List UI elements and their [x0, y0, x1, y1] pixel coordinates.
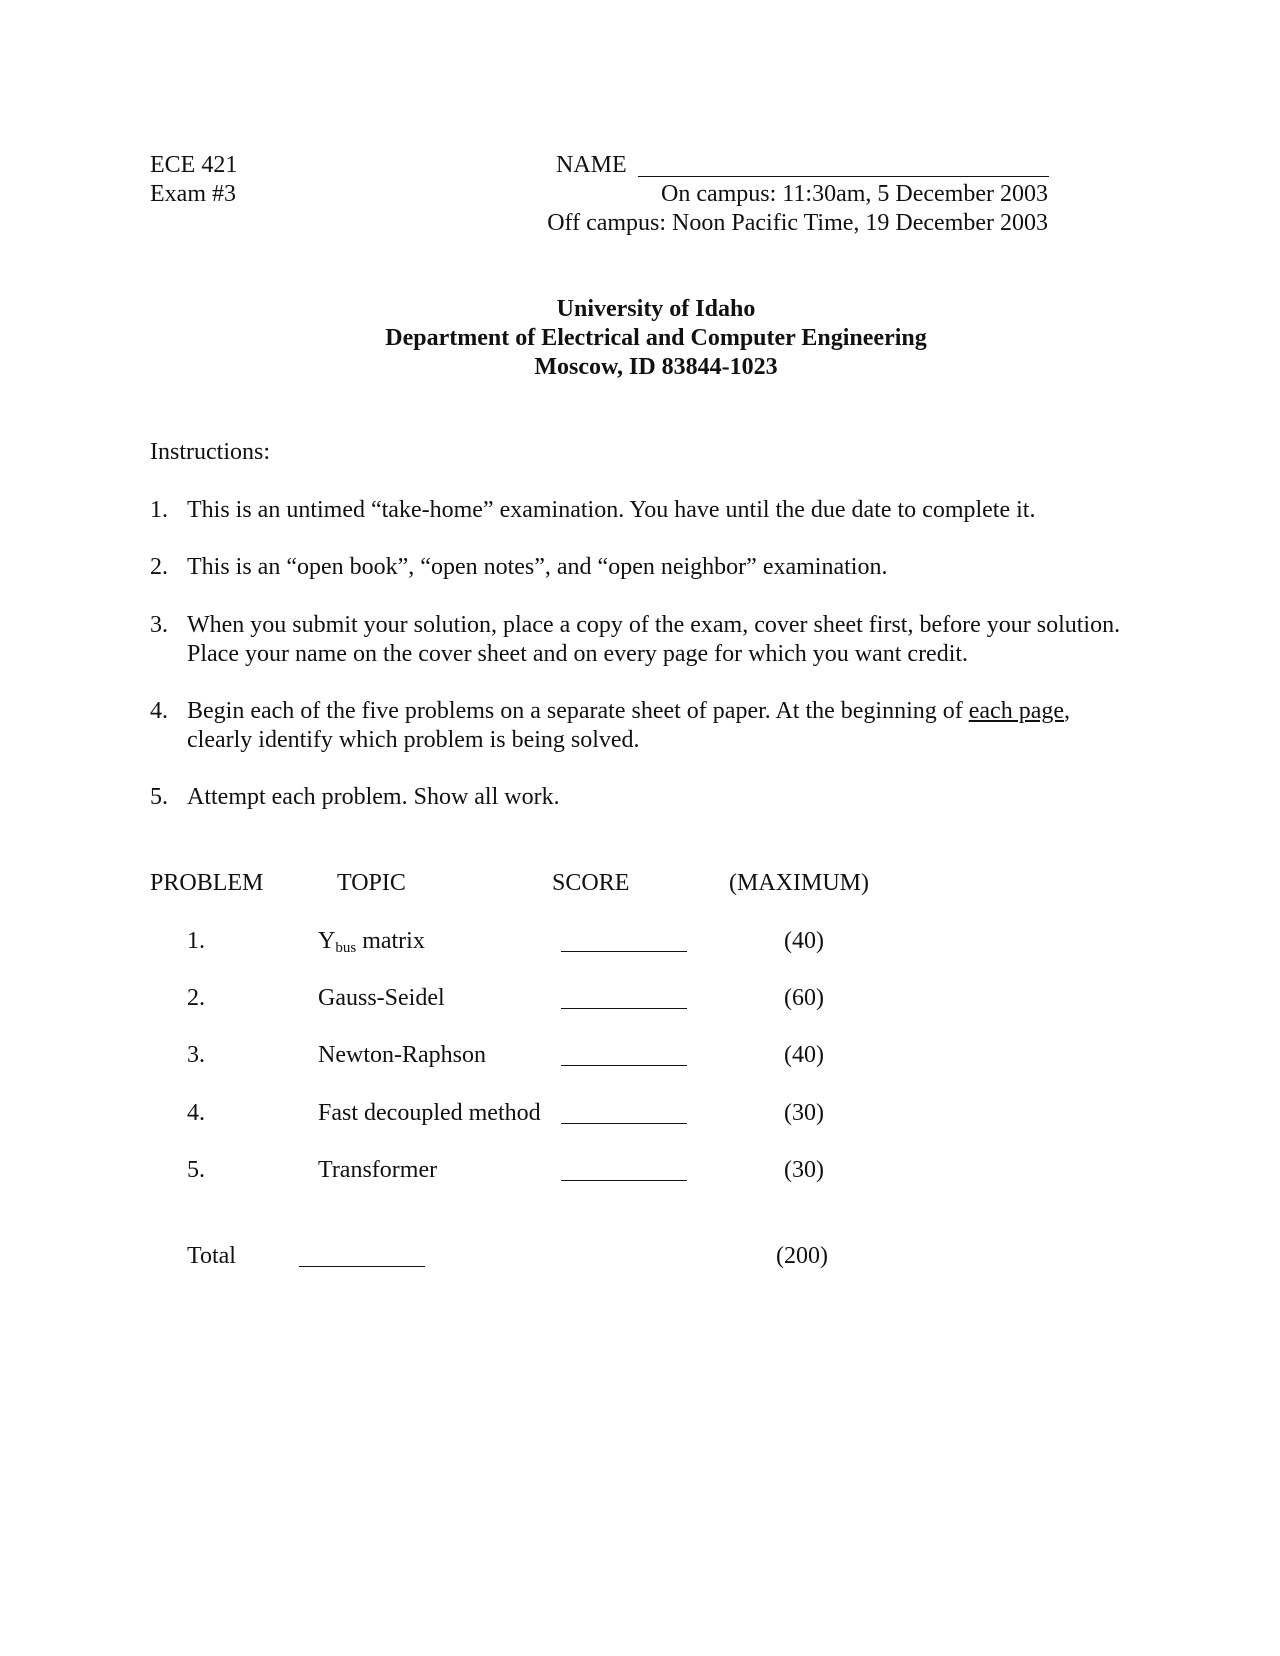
problem-topic: Transformer	[318, 1157, 438, 1183]
score-blank[interactable]	[561, 1008, 687, 1009]
problem-number: 5.	[187, 1157, 205, 1183]
instruction-text-part: ,	[1064, 698, 1071, 724]
instruction-number: 5.	[150, 784, 168, 810]
total-label: Total	[187, 1243, 236, 1269]
instruction-text: When you submit your solution, place a copy of the exam, cover sheet first, before your solution.	[187, 612, 1121, 638]
problem-number: 2.	[187, 985, 205, 1011]
total-maximum: (200)	[776, 1243, 828, 1269]
problem-maximum: (40)	[784, 1042, 824, 1068]
course-code: ECE 421	[150, 152, 238, 178]
score-blank[interactable]	[561, 951, 687, 952]
col-header-score: SCORE	[552, 870, 630, 896]
problem-maximum: (30)	[784, 1100, 824, 1126]
instruction-number: 4.	[150, 698, 168, 724]
problem-number: 3.	[187, 1042, 205, 1068]
problem-maximum: (40)	[784, 928, 824, 954]
problem-topic: Gauss-Seidel	[318, 985, 445, 1011]
topic-subscript: bus	[335, 940, 357, 956]
exam-number: Exam #3	[150, 181, 236, 207]
problem-maximum: (60)	[784, 985, 824, 1011]
instruction-number: 3.	[150, 612, 168, 638]
instruction-text: This is an untimed “take-home” examination. You have until the due date to complete it.	[187, 497, 1036, 523]
instructions-heading: Instructions:	[150, 439, 270, 465]
score-blank[interactable]	[561, 1180, 687, 1181]
department-name: Department of Electrical and Computer Engineering	[385, 325, 927, 351]
emphasis-each-page: each page	[968, 698, 1065, 724]
address: Moscow, ID 83844-1023	[534, 354, 778, 380]
problem-topic: Fast decoupled method	[318, 1100, 541, 1126]
problem-topic: Newton-Raphson	[318, 1042, 486, 1068]
off-campus-date: Off campus: Noon Pacific Time, 19 December 2003	[547, 210, 1048, 236]
instruction-text	[187, 696, 1070, 726]
instruction-text-cont: clearly identify which problem is being solved.	[187, 727, 640, 753]
topic-rest: matrix	[356, 928, 425, 954]
col-header-maximum: (MAXIMUM)	[729, 870, 869, 896]
instruction-number: 1.	[150, 497, 168, 523]
problem-maximum: (30)	[784, 1157, 824, 1183]
instruction-text-cont: Place your name on the cover sheet and on every page for which you want credit.	[187, 641, 969, 667]
problem-number: 1.	[187, 928, 205, 954]
instruction-text-part: Begin each of the five problems on a separate sheet of paper. At the beginning of	[187, 698, 969, 724]
score-blank[interactable]	[561, 1065, 687, 1066]
instruction-text: Attempt each problem. Show all work.	[187, 784, 560, 810]
university-name: University of Idaho	[556, 296, 756, 322]
col-header-topic: TOPIC	[337, 870, 406, 896]
on-campus-date: On campus: 11:30am, 5 December 2003	[660, 181, 1048, 207]
name-label: NAME	[556, 152, 627, 178]
topic-symbol: Y	[318, 928, 336, 954]
instruction-number: 2.	[150, 554, 168, 580]
problem-topic	[318, 926, 425, 963]
col-header-problem: PROBLEM	[150, 870, 264, 896]
total-blank[interactable]	[299, 1266, 425, 1267]
score-blank[interactable]	[561, 1123, 687, 1124]
name-blank[interactable]	[638, 176, 1049, 177]
instruction-text: This is an “open book”, “open notes”, and “open neighbor” examination.	[187, 554, 888, 580]
problem-number: 4.	[187, 1100, 205, 1126]
